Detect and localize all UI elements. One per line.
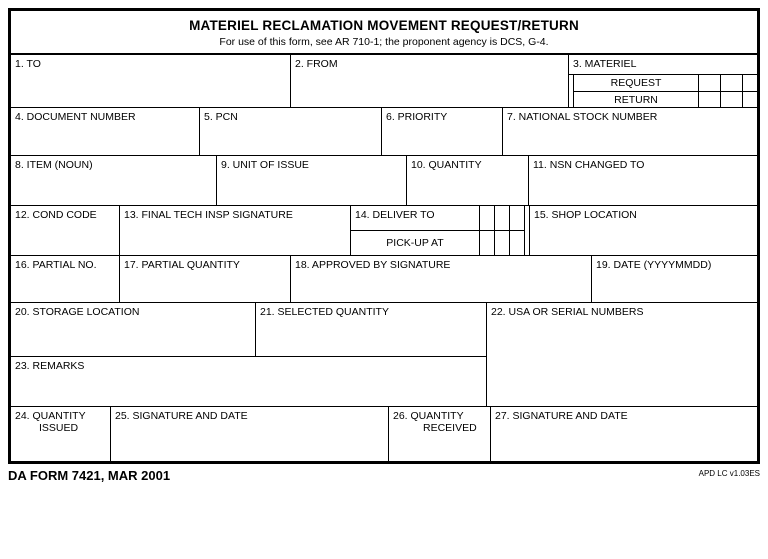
row-document-pcn-priority-nsn	[11, 108, 757, 156]
field-1-to-label: 1. TO	[15, 58, 41, 70]
field-12-cond-code-label: 12. COND CODE	[15, 209, 97, 221]
field-2-from-label: 2. FROM	[295, 58, 338, 70]
row-item-unit-quantity-nsnchanged	[11, 156, 757, 206]
materiel-request-row	[574, 75, 757, 92]
field-17-partial-quantity-label: 17. PARTIAL QUANTITY	[124, 259, 240, 271]
row-cond-insp-deliver-shop	[11, 206, 757, 256]
form-footer	[8, 468, 760, 483]
field-22-usa-or-serial-numbers-label: 22. USA OR SERIAL NUMBERS	[491, 306, 644, 318]
row-remarks	[11, 357, 486, 406]
field-13-final-tech-insp-signature[interactable]	[119, 206, 350, 255]
field-8-item-noun-label: 8. ITEM (NOUN)	[15, 159, 93, 171]
field-17-partial-quantity[interactable]	[119, 256, 290, 302]
row-issued-received-signatures	[11, 407, 757, 461]
field-11-nsn-changed-to[interactable]	[528, 156, 757, 205]
row-partial-approved-date	[11, 256, 757, 303]
materiel-request-box-3[interactable]	[742, 75, 757, 91]
pick-up-at-box-1[interactable]	[479, 231, 494, 255]
field-20-storage-location[interactable]	[11, 303, 255, 356]
field-6-priority[interactable]	[381, 108, 502, 155]
materiel-request-box-2[interactable]	[720, 75, 742, 91]
field-16-partial-no[interactable]	[11, 256, 119, 302]
field-10-quantity[interactable]	[406, 156, 528, 205]
field-18-approved-by-signature-label: 18. APPROVED BY SIGNATURE	[295, 259, 451, 271]
deliver-to-box-3[interactable]	[509, 206, 524, 230]
field-25-signature-and-date[interactable]	[110, 407, 388, 461]
pick-up-at-label: PICK-UP AT	[386, 237, 444, 249]
field-11-nsn-changed-to-label: 11. NSN CHANGED TO	[533, 159, 645, 171]
field-7-national-stock-number[interactable]	[502, 108, 757, 155]
materiel-request-label: REQUEST	[610, 77, 662, 89]
field-15-shop-location-label: 15. SHOP LOCATION	[534, 209, 637, 221]
storage-remarks-column	[11, 303, 486, 406]
field-14-deliver-to-label: 14. DELIVER TO	[355, 209, 435, 221]
field-16-partial-no-label: 16. PARTIAL NO.	[15, 259, 97, 271]
field-21-selected-quantity[interactable]	[255, 303, 486, 356]
deliver-to-row	[351, 206, 524, 231]
field-14-deliver-pickup	[350, 206, 524, 255]
row-storage-selected-serial-remarks	[11, 303, 757, 407]
materiel-return-row	[574, 92, 757, 108]
deliver-to-box-1[interactable]	[479, 206, 494, 230]
field-7-national-stock-number-label: 7. NATIONAL STOCK NUMBER	[507, 111, 658, 123]
field-3-materiel-label: 3. MATERIEL	[569, 55, 757, 75]
field-5-pcn[interactable]	[199, 108, 381, 155]
field-6-priority-label: 6. PRIORITY	[386, 111, 448, 123]
field-8-item-noun[interactable]	[11, 156, 216, 205]
form-title: MATERIEL RECLAMATION MOVEMENT REQUEST/RETURN	[189, 18, 579, 33]
materiel-options	[573, 75, 757, 107]
field-9-unit-of-issue[interactable]	[216, 156, 406, 205]
materiel-request-box-1[interactable]	[698, 75, 720, 91]
field-27-signature-and-date[interactable]	[490, 407, 757, 461]
field-4-document-number-label: 4. DOCUMENT NUMBER	[15, 111, 136, 123]
materiel-return-box-1[interactable]	[698, 92, 720, 108]
field-13-final-tech-insp-signature-label: 13. FINAL TECH INSP SIGNATURE	[124, 209, 293, 221]
materiel-return-box-2[interactable]	[720, 92, 742, 108]
field-19-date[interactable]	[591, 256, 757, 302]
pick-up-at-box-3[interactable]	[509, 231, 524, 255]
field-3-materiel	[568, 55, 757, 107]
form-header	[11, 11, 757, 55]
field-10-quantity-label: 10. QUANTITY	[411, 159, 482, 171]
field-12-cond-code[interactable]	[11, 206, 119, 255]
field-24-quantity-issued[interactable]	[11, 407, 110, 461]
field-27-signature-and-date-label: 27. SIGNATURE AND DATE	[495, 410, 628, 422]
row-to-from-materiel	[11, 55, 757, 108]
field-24-quantity-issued-label-line2: ISSUED	[39, 422, 79, 434]
field-26-quantity-received-label-line1: 26. QUANTITY	[393, 410, 464, 422]
materiel-return-label: RETURN	[614, 93, 658, 106]
field-21-selected-quantity-label: 21. SELECTED QUANTITY	[260, 306, 389, 318]
field-26-quantity-received[interactable]	[388, 407, 490, 461]
row-storage-selected	[11, 303, 486, 357]
field-23-remarks-label: 23. REMARKS	[15, 360, 85, 372]
field-25-signature-and-date-label: 25. SIGNATURE AND DATE	[115, 410, 248, 422]
field-1-to[interactable]	[11, 55, 290, 107]
field-18-approved-by-signature[interactable]	[290, 256, 591, 302]
form-version: APD LC v1.03ES	[698, 469, 760, 478]
materiel-return-box-3[interactable]	[742, 92, 757, 108]
form-subtitle: For use of this form, see AR 710-1; the proponent agency is DCS, G-4.	[219, 36, 549, 48]
form-number: DA FORM 7421, MAR 2001	[8, 468, 171, 483]
pick-up-at-row	[351, 231, 524, 255]
field-22-usa-or-serial-numbers[interactable]	[486, 303, 757, 406]
field-20-storage-location-label: 20. STORAGE LOCATION	[15, 306, 140, 318]
field-15-shop-location[interactable]	[529, 206, 757, 255]
deliver-to-box-2[interactable]	[494, 206, 509, 230]
pick-up-at-box-2[interactable]	[494, 231, 509, 255]
field-19-date-label: 19. DATE (YYYYMMDD)	[596, 259, 712, 271]
field-24-quantity-issued-label-line1: 24. QUANTITY	[15, 410, 86, 422]
field-23-remarks[interactable]	[11, 357, 486, 406]
field-4-document-number[interactable]	[11, 108, 199, 155]
field-9-unit-of-issue-label: 9. UNIT OF ISSUE	[221, 159, 309, 171]
field-26-quantity-received-label-line2: RECEIVED	[423, 422, 477, 434]
field-5-pcn-label: 5. PCN	[204, 111, 238, 123]
form-outline	[8, 8, 760, 464]
field-2-from[interactable]	[290, 55, 568, 107]
